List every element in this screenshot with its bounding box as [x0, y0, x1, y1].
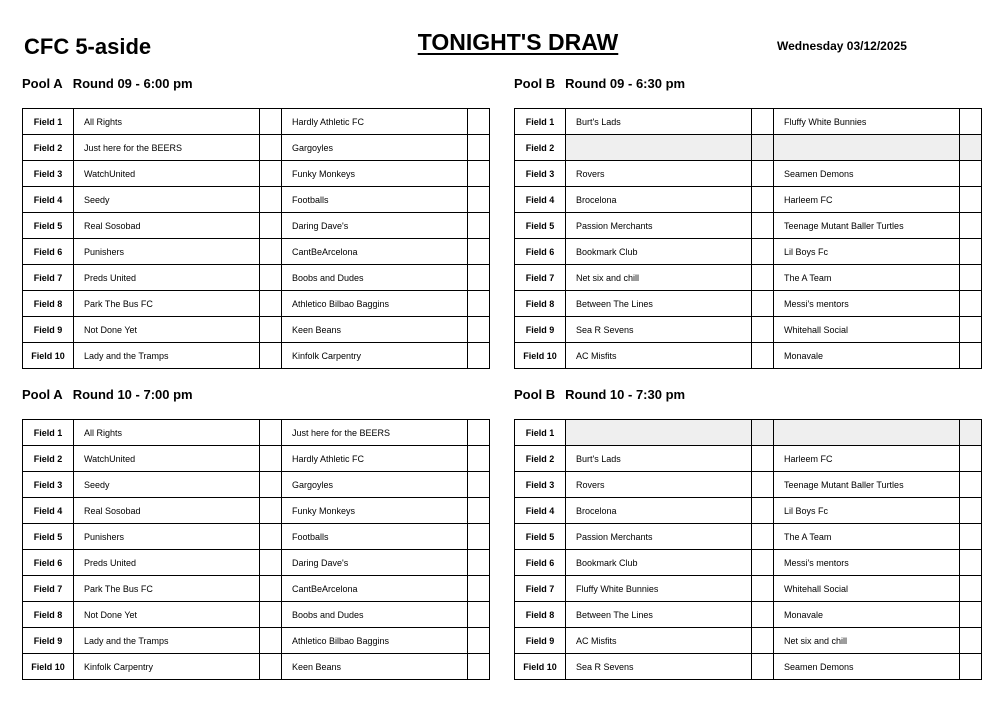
away-score-box [468, 161, 490, 187]
home-team: Real Sosobad [74, 498, 260, 524]
fixture-row [23, 524, 490, 550]
pool-label: Pool B [514, 76, 556, 91]
home-team [566, 420, 752, 446]
home-score-box [752, 446, 774, 472]
away-score-box [468, 239, 490, 265]
home-score-box [260, 524, 282, 550]
away-team: Teenage Mutant Baller Turtles [774, 472, 960, 498]
away-team: Just here for the BEERS [282, 420, 468, 446]
home-team: Kinfolk Carpentry [74, 654, 260, 680]
home-team: AC Misfits [566, 628, 752, 654]
fixture-row [515, 420, 982, 446]
field-label: Field 2 [23, 446, 74, 472]
home-team: Fluffy White Bunnies [566, 576, 752, 602]
fixture-row [23, 187, 490, 213]
home-score-box [260, 550, 282, 576]
away-team: Fluffy White Bunnies [774, 109, 960, 135]
away-team: Messi's mentors [774, 291, 960, 317]
away-score-box [960, 524, 982, 550]
section-pool-b-round-09 [514, 74, 982, 369]
away-team: Footballs [282, 187, 468, 213]
away-team: Keen Beans [282, 654, 468, 680]
away-score-box [468, 446, 490, 472]
away-score-box [960, 602, 982, 628]
away-score-box [468, 576, 490, 602]
fixture-row [23, 602, 490, 628]
away-team: Boobs and Dudes [282, 265, 468, 291]
away-score-box [960, 265, 982, 291]
away-score-box [960, 550, 982, 576]
fixture-row [23, 446, 490, 472]
home-team: All Rights [74, 109, 260, 135]
field-label: Field 5 [515, 524, 566, 550]
home-team: Sea R Sevens [566, 654, 752, 680]
away-score-box [468, 291, 490, 317]
field-label: Field 1 [23, 109, 74, 135]
home-team: Bookmark Club [566, 239, 752, 265]
away-score-box [960, 446, 982, 472]
field-label: Field 5 [23, 213, 74, 239]
field-label: Field 9 [23, 628, 74, 654]
fixture-row [515, 602, 982, 628]
round-label: Round 10 - 7:30 pm [565, 387, 686, 402]
home-team: WatchUnited [74, 446, 260, 472]
round-label: Round 10 - 7:00 pm [72, 387, 193, 402]
pool-label: Pool A [22, 76, 63, 91]
fixture-row [515, 213, 982, 239]
away-score-box [468, 187, 490, 213]
home-score-box [260, 317, 282, 343]
home-team: Not Done Yet [74, 602, 260, 628]
field-label: Field 7 [23, 576, 74, 602]
field-label: Field 8 [23, 602, 74, 628]
away-score-box [960, 213, 982, 239]
home-score-box [260, 135, 282, 161]
away-score-box [960, 135, 982, 161]
field-label: Field 5 [515, 213, 566, 239]
pool-label: Pool A [22, 387, 63, 402]
away-score-box [960, 161, 982, 187]
away-team: Seamen Demons [774, 654, 960, 680]
field-label: Field 3 [515, 161, 566, 187]
home-team: Brocelona [566, 187, 752, 213]
fixture-row [23, 576, 490, 602]
field-label: Field 9 [23, 317, 74, 343]
home-score-box [260, 161, 282, 187]
away-team: Monavale [774, 602, 960, 628]
home-score-box [752, 291, 774, 317]
home-score-box [260, 576, 282, 602]
home-score-box [752, 239, 774, 265]
home-score-box [260, 239, 282, 265]
home-team: Between The Lines [566, 602, 752, 628]
fixture-row [515, 161, 982, 187]
draw-date: Wednesday 03/12/2025 [777, 39, 907, 53]
field-label: Field 9 [515, 317, 566, 343]
organisation-title: CFC 5-aside [24, 34, 152, 59]
pool-label: Pool B [514, 387, 556, 402]
section-pool-a-round-09 [22, 74, 490, 369]
home-score-box [752, 343, 774, 369]
home-team: Punishers [74, 524, 260, 550]
section-heading [514, 74, 982, 94]
field-label: Field 9 [515, 628, 566, 654]
home-team: Burt's Lads [566, 446, 752, 472]
home-score-box [260, 420, 282, 446]
fixture-row [23, 239, 490, 265]
fixture-row [515, 550, 982, 576]
away-score-box [960, 654, 982, 680]
home-team: Between The Lines [566, 291, 752, 317]
away-team: Whitehall Social [774, 576, 960, 602]
home-team: Seedy [74, 472, 260, 498]
field-label: Field 10 [23, 654, 74, 680]
field-label: Field 3 [23, 472, 74, 498]
away-team: Messi's mentors [774, 550, 960, 576]
home-team: Rovers [566, 472, 752, 498]
fixtures-table [514, 108, 982, 369]
home-score-box [260, 109, 282, 135]
away-team: Hardly Athletic FC [282, 446, 468, 472]
home-score-box [752, 628, 774, 654]
away-team: CantBeArcelona [282, 576, 468, 602]
home-team: Passion Merchants [566, 213, 752, 239]
round-label: Round 09 - 6:00 pm [72, 76, 193, 91]
fixture-row [23, 161, 490, 187]
section-pool-a-round-10 [22, 385, 490, 680]
home-score-box [752, 576, 774, 602]
away-score-box [960, 291, 982, 317]
home-score-box [752, 265, 774, 291]
field-label: Field 2 [515, 135, 566, 161]
away-team: Gargoyles [282, 472, 468, 498]
field-label: Field 10 [515, 343, 566, 369]
fixture-row [23, 317, 490, 343]
away-team: Net six and chill [774, 628, 960, 654]
away-team: Lil Boys Fc [774, 498, 960, 524]
field-label: Field 2 [23, 135, 74, 161]
away-team [774, 420, 960, 446]
home-score-box [260, 213, 282, 239]
field-label: Field 1 [515, 109, 566, 135]
home-score-box [752, 602, 774, 628]
away-team: Daring Dave's [282, 550, 468, 576]
home-team: Just here for the BEERS [74, 135, 260, 161]
away-score-box [468, 109, 490, 135]
home-score-box [752, 135, 774, 161]
away-team: Boobs and Dudes [282, 602, 468, 628]
home-score-box [260, 628, 282, 654]
away-score-box [468, 265, 490, 291]
home-team: Bookmark Club [566, 550, 752, 576]
fixture-row [23, 550, 490, 576]
field-label: Field 1 [515, 420, 566, 446]
away-score-box [960, 187, 982, 213]
fixture-row [23, 628, 490, 654]
field-label: Field 7 [23, 265, 74, 291]
section-heading [22, 385, 490, 405]
away-team [774, 135, 960, 161]
fixture-row [515, 317, 982, 343]
fixture-row [515, 343, 982, 369]
fixtures-table [22, 419, 490, 680]
home-score-box [752, 187, 774, 213]
home-score-box [260, 472, 282, 498]
away-team: The A Team [774, 265, 960, 291]
field-label: Field 10 [23, 343, 74, 369]
away-team: Funky Monkeys [282, 498, 468, 524]
fixture-row [23, 420, 490, 446]
home-team: Punishers [74, 239, 260, 265]
fixture-row [515, 498, 982, 524]
away-team: Footballs [282, 524, 468, 550]
home-team: Rovers [566, 161, 752, 187]
away-score-box [960, 576, 982, 602]
home-team: Park The Bus FC [74, 576, 260, 602]
away-team: Harleem FC [774, 187, 960, 213]
away-score-box [960, 420, 982, 446]
away-score-box [468, 498, 490, 524]
home-score-box [260, 291, 282, 317]
fixture-row [515, 187, 982, 213]
away-score-box [960, 109, 982, 135]
field-label: Field 10 [515, 654, 566, 680]
home-team: Real Sosobad [74, 213, 260, 239]
away-team: Athletico Bilbao Baggins [282, 291, 468, 317]
away-team: Kinfolk Carpentry [282, 343, 468, 369]
section-heading [514, 385, 982, 405]
home-team: Park The Bus FC [74, 291, 260, 317]
fixture-row [515, 654, 982, 680]
field-label: Field 5 [23, 524, 74, 550]
away-score-box [468, 550, 490, 576]
away-team: Hardly Athletic FC [282, 109, 468, 135]
field-label: Field 2 [515, 446, 566, 472]
away-score-box [468, 602, 490, 628]
home-team: Lady and the Tramps [74, 628, 260, 654]
fixture-row [515, 291, 982, 317]
field-label: Field 7 [515, 576, 566, 602]
home-team: All Rights [74, 420, 260, 446]
field-label: Field 4 [515, 187, 566, 213]
fixture-row [23, 654, 490, 680]
field-label: Field 4 [23, 498, 74, 524]
away-score-box [468, 135, 490, 161]
home-score-box [752, 550, 774, 576]
home-team: Preds United [74, 550, 260, 576]
section-heading [22, 74, 490, 94]
away-score-box [960, 343, 982, 369]
away-score-box [960, 239, 982, 265]
away-team: Teenage Mutant Baller Turtles [774, 213, 960, 239]
away-team: The A Team [774, 524, 960, 550]
fixtures-table [22, 108, 490, 369]
home-score-box [752, 161, 774, 187]
away-team: Seamen Demons [774, 161, 960, 187]
fixture-row [515, 239, 982, 265]
home-team: Sea R Sevens [566, 317, 752, 343]
away-score-box [468, 213, 490, 239]
fixture-row [23, 498, 490, 524]
home-score-box [752, 317, 774, 343]
home-score-box [260, 343, 282, 369]
field-label: Field 1 [23, 420, 74, 446]
home-score-box [260, 446, 282, 472]
home-score-box [752, 420, 774, 446]
field-label: Field 8 [23, 291, 74, 317]
away-team: Monavale [774, 343, 960, 369]
home-team: Burt's Lads [566, 109, 752, 135]
fixture-row [515, 265, 982, 291]
away-team: Keen Beans [282, 317, 468, 343]
home-team: Brocelona [566, 498, 752, 524]
fixture-row [515, 472, 982, 498]
fixture-row [23, 109, 490, 135]
field-label: Field 6 [23, 550, 74, 576]
field-label: Field 4 [515, 498, 566, 524]
away-team: Daring Dave's [282, 213, 468, 239]
away-score-box [960, 628, 982, 654]
home-team: Net six and chill [566, 265, 752, 291]
field-label: Field 6 [515, 550, 566, 576]
home-team: AC Misfits [566, 343, 752, 369]
home-team: WatchUnited [74, 161, 260, 187]
section-pool-b-round-10 [514, 385, 982, 680]
home-score-box [752, 109, 774, 135]
home-score-box [260, 498, 282, 524]
away-team: Whitehall Social [774, 317, 960, 343]
away-team: Gargoyles [282, 135, 468, 161]
home-team: Passion Merchants [566, 524, 752, 550]
home-score-box [260, 602, 282, 628]
field-label: Field 3 [23, 161, 74, 187]
fixture-row [23, 343, 490, 369]
home-score-box [752, 524, 774, 550]
away-team: Harleem FC [774, 446, 960, 472]
field-label: Field 3 [515, 472, 566, 498]
home-team: Lady and the Tramps [74, 343, 260, 369]
fixture-row [23, 265, 490, 291]
fixture-row [515, 628, 982, 654]
fixture-row [23, 213, 490, 239]
fixture-row [515, 446, 982, 472]
home-team [566, 135, 752, 161]
home-team: Not Done Yet [74, 317, 260, 343]
field-label: Field 6 [515, 239, 566, 265]
away-team: Athletico Bilbao Baggins [282, 628, 468, 654]
away-score-box [960, 472, 982, 498]
fixture-row [515, 576, 982, 602]
home-score-box [260, 654, 282, 680]
fixture-row [23, 135, 490, 161]
away-score-box [960, 317, 982, 343]
page-title: TONIGHT'S DRAW [417, 29, 619, 55]
fixtures-table [514, 419, 982, 680]
field-label: Field 8 [515, 291, 566, 317]
fixture-row [515, 524, 982, 550]
away-score-box [468, 524, 490, 550]
away-score-box [468, 343, 490, 369]
home-score-box [752, 213, 774, 239]
away-score-box [468, 472, 490, 498]
field-label: Field 4 [23, 187, 74, 213]
away-team: Funky Monkeys [282, 161, 468, 187]
field-label: Field 8 [515, 602, 566, 628]
fixture-row [23, 291, 490, 317]
home-score-box [260, 187, 282, 213]
home-score-box [752, 472, 774, 498]
home-score-box [752, 498, 774, 524]
fixture-row [515, 109, 982, 135]
away-score-box [468, 420, 490, 446]
away-score-box [468, 317, 490, 343]
away-score-box [960, 498, 982, 524]
home-team: Preds United [74, 265, 260, 291]
field-label: Field 7 [515, 265, 566, 291]
field-label: Field 6 [23, 239, 74, 265]
fixture-row [515, 135, 982, 161]
home-team: Seedy [74, 187, 260, 213]
away-team: CantBeArcelona [282, 239, 468, 265]
home-score-box [260, 265, 282, 291]
fixture-row [23, 472, 490, 498]
away-score-box [468, 654, 490, 680]
away-team: Lil Boys Fc [774, 239, 960, 265]
home-score-box [752, 654, 774, 680]
away-score-box [468, 628, 490, 654]
round-label: Round 09 - 6:30 pm [565, 76, 686, 91]
